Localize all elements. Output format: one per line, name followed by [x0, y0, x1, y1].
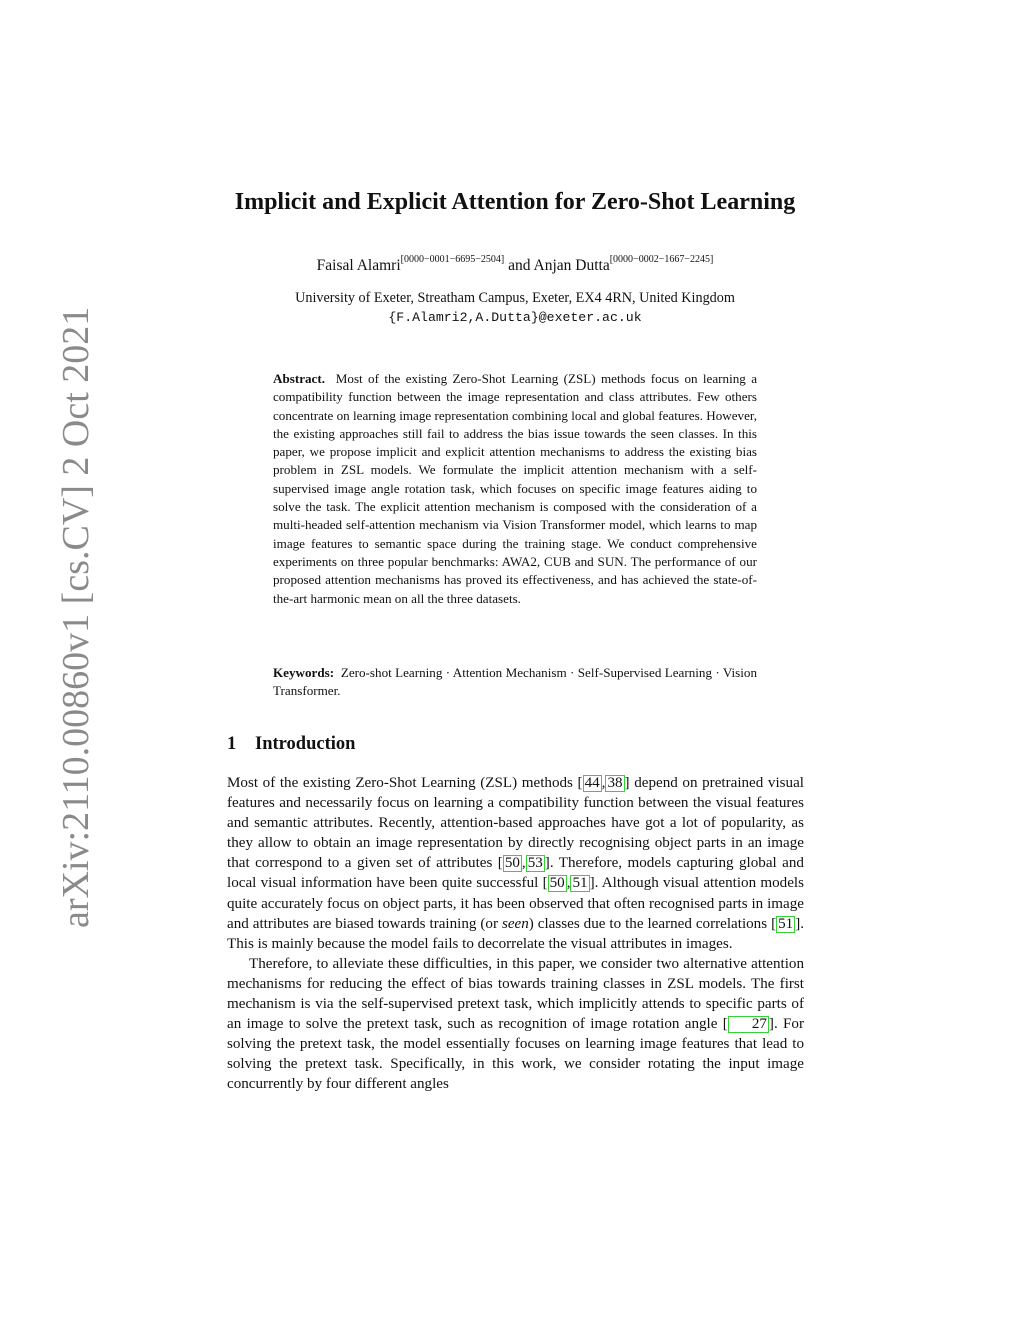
author-name: Faisal Alamri — [316, 257, 401, 275]
citation-link[interactable]: 50 — [504, 855, 520, 872]
author-orcid: [0000−0002−1667−2245] — [609, 254, 714, 265]
arxiv-side-identifier — [15, 306, 97, 928]
text-run: . Although visual attention models quite accurately focus on object parts, it has been observed that often recognised parts in image and attributes are biased towards training (or — [227, 875, 804, 932]
text-run: depend on pretrained visual features and necessarily focus on learning a compatibility function between the visual features and semantic attributes. Recently, attention-based approaches have got a lot of popularity, as they allow to obtain an image representation by directly recognising object parts in an image that correspond to a given set of attributes — [227, 775, 804, 872]
paragraph: Most of the existing Zero-Shot Learning (ZSL) methods [ 44 , 38 ] depend on pretrained visual features and necessarily focus on learning a compatibility function between the visual features and semantic attributes. Recently, attention-based approaches have got a lot of popularity, as they allow to obtain an image representation by directly recognising object parts in an image that correspond to a given set of attributes [ 50 , 53 ]. Therefore, models capturing global and local visual information have been quite successful [ 50 , 51 ]. Although visual attention models quite accurately focus on object parts, it has been observed that often recognised parts in image and attributes are biased towards training (or seen) classes due to the learned correlations [ 51 ]. This is mainly because the model fails to decorrelate the visual attributes in images. — [227, 775, 804, 952]
abstract-text: Most of the existing Zero-Shot Learning (ZSL) methods focus on learning a compatibility function between the image representation and class attributes. Few others concentrate on learning image representation combining local and global features. However, the existing approaches still fail to address the bias issue towards the seen classes. In this paper, we propose implicit and explicit attention mechanisms to address the existing bias problem in ZSL models. We formulate the implicit attention mechanism with a self-supervised image angle rotation task, which focuses on specific image features aiding to solve the task. The explicit attention mechanism is composed with the consideration of a multi-headed self-attention mechanism via Vision Transformer model, which learns to map image features to semantic space during the training stage. We conduct comprehensive experiments on three popular benchmarks: AWA2, CUB and SUN. The performance of our proposed attention mechanisms has proved its effectiveness, and has achieved the state-of-the-art harmonic mean on all the three datasets. — [273, 371, 758, 606]
abstract-label: Abstract. — [273, 371, 325, 386]
abstract — [273, 370, 757, 608]
citation-link[interactable]: 51 — [572, 875, 588, 892]
author-email: {F.Alamri2,A.Dutta}@exeter.ac.uk — [388, 310, 642, 325]
text-run: . This is mainly because the model fails to decorrelate the visual attributes in images. — [227, 915, 804, 952]
author-conjunction: and — [508, 257, 531, 275]
author-orcid: [0000−0001−6695−2504] — [400, 254, 505, 265]
citation-link[interactable]: 53 — [527, 855, 543, 872]
text-run: . For solving the pretext task, the model essentially focuses on learning image features that lead to solving the pretext task. Specifically, in this work, we consider rotating the input image concurrently by four different angles — [227, 1016, 805, 1093]
section-title: Introduction — [255, 734, 356, 754]
text-run: . Therefore, models capturing global and local visual information have been quite successful — [227, 855, 804, 892]
citation-link[interactable]: 38 — [607, 775, 623, 791]
keywords-label: Keywords: — [273, 665, 335, 680]
citation-separator: , — [521, 855, 526, 872]
text-run: Most of the existing Zero-Shot Learning (ZSL) methods — [227, 775, 578, 791]
text-run: Therefore, to alleviate these difficulties, in this paper, we consider two alternative attention mechanisms for reducing the effect of bias towards training classes in ZSL models. The first mechanism is via the self-supervised pretext task, which implicitly attends to specific parts of an image to solve the pretext task, such as recognition of image rotation angle — [227, 955, 804, 1033]
citation-separator: , — [566, 875, 571, 892]
keywords-text: Zero-shot Learning · Attention Mechanism · Self-Supervised Learning · Vision Transformer. — [273, 665, 757, 699]
paragraph: Therefore, to alleviate these difficulties, in this paper, we consider two alternative attention mechanisms for reducing the effect of bias towards training classes in ZSL models. The first mechanism is via the self-supervised pretext task, which implicitly attends to specific parts of an image to solve the pretext task, such as recognition of image rotation angle [ 27 ]. For solving the pretext task, the model essentially focuses on learning image features that lead to solving the pretext task. Specifically, in this work, we consider rotating the input image concurrently by four different angles — [227, 955, 805, 1093]
section-number: 1 — [227, 734, 237, 754]
paper-title: Implicit and Explicit Attention for Zero-Shot Learning — [234, 189, 796, 215]
citation-link[interactable]: 27 — [728, 1016, 769, 1033]
citation-link[interactable]: 44 — [584, 775, 600, 791]
citation-link[interactable]: 50 — [549, 875, 565, 892]
section-heading — [227, 731, 355, 757]
author-list — [160, 250, 870, 278]
emphasis: seen — [501, 915, 529, 932]
keywords — [273, 664, 757, 701]
affiliation: University of Exeter, Streatham Campus, Exeter, EX4 4RN, United Kingdom — [295, 290, 735, 306]
text-run: ) classes due to the learned correlations — [528, 915, 772, 932]
citation-separator: , — [601, 775, 606, 791]
author-name: Anjan Dutta — [533, 257, 610, 275]
introduction-body — [227, 773, 804, 1095]
arxiv-identifier-text: arXiv:2110.00860v1 [cs.CV] 2 Oct 2021 — [55, 306, 97, 928]
citation-link[interactable]: 51 — [778, 915, 794, 932]
